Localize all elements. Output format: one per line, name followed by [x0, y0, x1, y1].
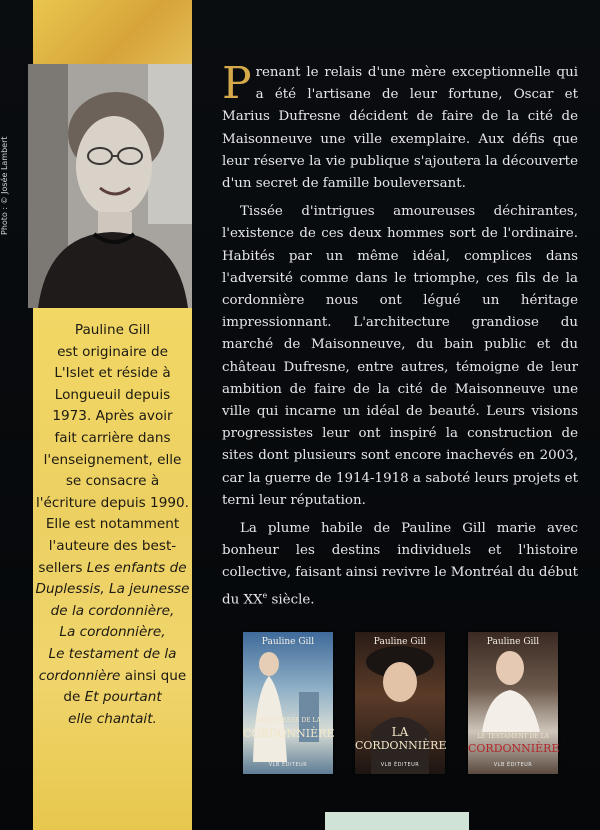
book-publisher: VLB ÉDITEUR — [380, 762, 420, 768]
book-title-line-2: CORDONNIÈRE — [243, 727, 335, 740]
paragraph-text: La plume habile de Pauline Gill marie avec bonheur les destins individuels et l'histoire collective, faisant ainsi revivre le Montréal du début du XX — [222, 521, 578, 608]
blurb-paragraph-1 — [222, 58, 578, 195]
author-bio-text — [33, 320, 192, 730]
bio-word: sellers — [38, 559, 83, 576]
book-title-italic: cordonnière — [38, 667, 121, 684]
book-cover-2 — [355, 632, 445, 774]
bio-line: est originaire de — [57, 343, 168, 360]
photo-credit: Photo : © Josée Lambert — [0, 136, 9, 235]
book-title-italic: La jeunesse — [109, 581, 190, 598]
bio-line: Longueuil depuis — [54, 386, 171, 403]
paragraph-text: renant le relais d'une mère exceptionnelle qui a été l'artisane de leur fortune, Oscar et Marius Dufresne décident de faire de la cité de Maisonneuve une ville exemplaire. Aux défis que leur réserve la vie publique s'ajoutera la découverte d'un secret de famille bouleversant. — [222, 65, 578, 192]
book-title-italic: elle chantait. — [68, 710, 157, 727]
book-title-italic: de la cordonnière, — [50, 602, 175, 619]
bio-line: l'auteure des best- — [48, 537, 177, 554]
book-title-line-1: LA JEUNESSE DE LA — [255, 717, 321, 724]
book-cover-1 — [243, 632, 333, 774]
book-title-line-2: CORDONNIÈRE — [355, 739, 447, 752]
bio-line: se consacre à — [65, 473, 160, 490]
bio-word: de — [63, 689, 81, 706]
bio-line: 1973. Après avoir — [52, 408, 173, 425]
book-title-italic: Duplessis, — [35, 581, 105, 598]
author-bio-panel — [33, 308, 192, 830]
bio-word: ainsi que — [124, 667, 187, 684]
book-title-line-1: LE TESTAMENT DE LA — [477, 733, 549, 740]
bio-line: l'enseignement, elle — [43, 451, 182, 468]
bio-line: fait carrière dans — [54, 429, 171, 446]
book-author: Pauline Gill — [261, 637, 315, 647]
bio-line — [33, 687, 192, 709]
bio-line: L'Islet et réside à — [54, 365, 171, 382]
book-title-italic: Le testament de la — [48, 645, 177, 662]
book-title-italic: La cordonnière, — [59, 624, 166, 641]
author-photo — [28, 64, 192, 308]
superscript: e — [262, 590, 268, 600]
book-title-italic: Et pourtant — [84, 689, 162, 706]
paragraph-text: siècle. — [267, 592, 315, 608]
blurb-paragraph-2: Tissée d'intrigues amoureuses déchirantes, l'existence de ces deux hommes sort de l'ordinaire. Habités par un même idéal, complices dans l'adversité comme dans le triomphe, ces fils de la cordonnière nous ont légué un héritage impressionnant. L'architecture grandiose du marché de Maisonneuve, du bain public et du château Dufresne, entre autres, témoigne de leur ambition de faire de la cité de Maisonneuve une ville qui incarne un idéal de beauté. Leurs visions progressistes leur ont inspiré la construction de sites dont plusieurs sont encore inachevés en 2003, car la guerre de 1914-1918 a saboté leurs projets et terni leur réputation. — [222, 204, 578, 508]
bio-author-name: Pauline Gill — [74, 322, 151, 338]
bio-line — [33, 558, 192, 580]
book-title-italic: Les enfants de — [86, 559, 187, 576]
bio-line: Elle est notamment — [45, 516, 180, 533]
bottom-tab — [325, 812, 469, 830]
book-title-line-1: LA — [391, 725, 409, 739]
book-publisher: VLB ÉDITEUR — [493, 762, 533, 768]
book-author: Pauline Gill — [373, 637, 427, 647]
book-title-line-2: CORDONNIÈRE — [468, 742, 560, 755]
drop-cap: P — [222, 58, 252, 109]
book-cover-art — [243, 632, 333, 774]
book-cover-3 — [468, 632, 558, 774]
book-publisher: VLB ÉDITEUR — [268, 762, 308, 768]
book-author: Pauline Gill — [486, 637, 540, 647]
blurb-paragraph-3 — [222, 518, 578, 611]
author-portrait-graphic — [28, 64, 192, 308]
gold-header-block — [33, 0, 192, 64]
bio-line: l'écriture depuis 1990. — [36, 494, 189, 511]
bio-line — [33, 579, 192, 601]
book-cover-art — [355, 632, 445, 774]
bio-line — [33, 666, 192, 688]
back-cover-blurb — [222, 58, 578, 611]
